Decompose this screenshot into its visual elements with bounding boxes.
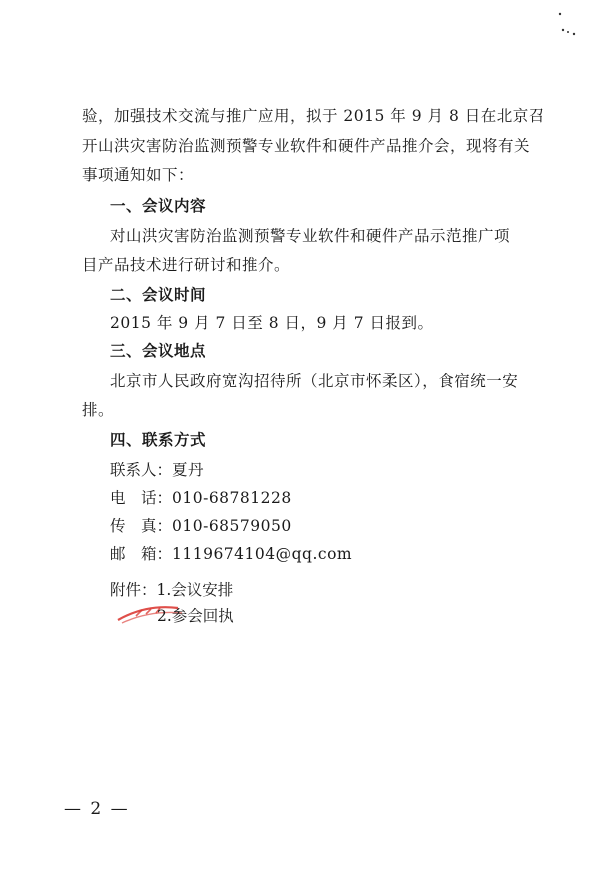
page-number: — 2 — (64, 799, 130, 819)
contact-row (110, 460, 580, 480)
contact-row (110, 544, 580, 564)
section-heading: 二、会议时间 (110, 286, 207, 304)
body-line: 开山洪灾害防治监测预警专业软件和硬件产品推介会，现将有关 (82, 137, 531, 155)
contact-label: 传 真： (110, 517, 173, 535)
contact-value: 010-68781228 (172, 489, 292, 507)
body-line: 对山洪灾害防治监测预警专业软件和硬件产品示范推广项 (110, 227, 511, 245)
contact-value: 夏丹 (172, 461, 205, 479)
attachment-item: 2.参会回执 (157, 607, 234, 625)
contact-value: 1119674104@qq.com (172, 545, 353, 563)
contact-value: 010-68579050 (172, 517, 292, 535)
section-heading: 四、联系方式 (110, 431, 207, 449)
section-heading: 一、会议内容 (110, 197, 207, 215)
body-line: 北京市人民政府宽沟招待所（北京市怀柔区），食宿统一安 (110, 372, 519, 390)
attachment-item: 1.会议安排 (156, 581, 234, 599)
contact-label: 邮 箱： (110, 545, 173, 563)
body-line: 排。 (82, 401, 115, 419)
section-heading: 三、会议地点 (110, 342, 207, 360)
contact-label: 电 话： (110, 489, 173, 507)
scan-marks (552, 8, 582, 38)
attachments-line (110, 580, 233, 600)
contact-label: 联系人： (110, 461, 173, 479)
contact-row (110, 516, 580, 536)
body-line: 验，加强技术交流与推广应用，拟于 2015 年 9 月 8 日在北京召 (82, 107, 545, 125)
body-line: 目产品技术进行研讨和推介。 (82, 256, 291, 274)
contact-row (110, 488, 580, 508)
attachments-prefix: 附件： (110, 581, 157, 599)
body-line: 2015 年 9 月 7 日至 8 日，9 月 7 日报到。 (110, 314, 434, 332)
body-line: 事项通知如下： (82, 166, 195, 184)
